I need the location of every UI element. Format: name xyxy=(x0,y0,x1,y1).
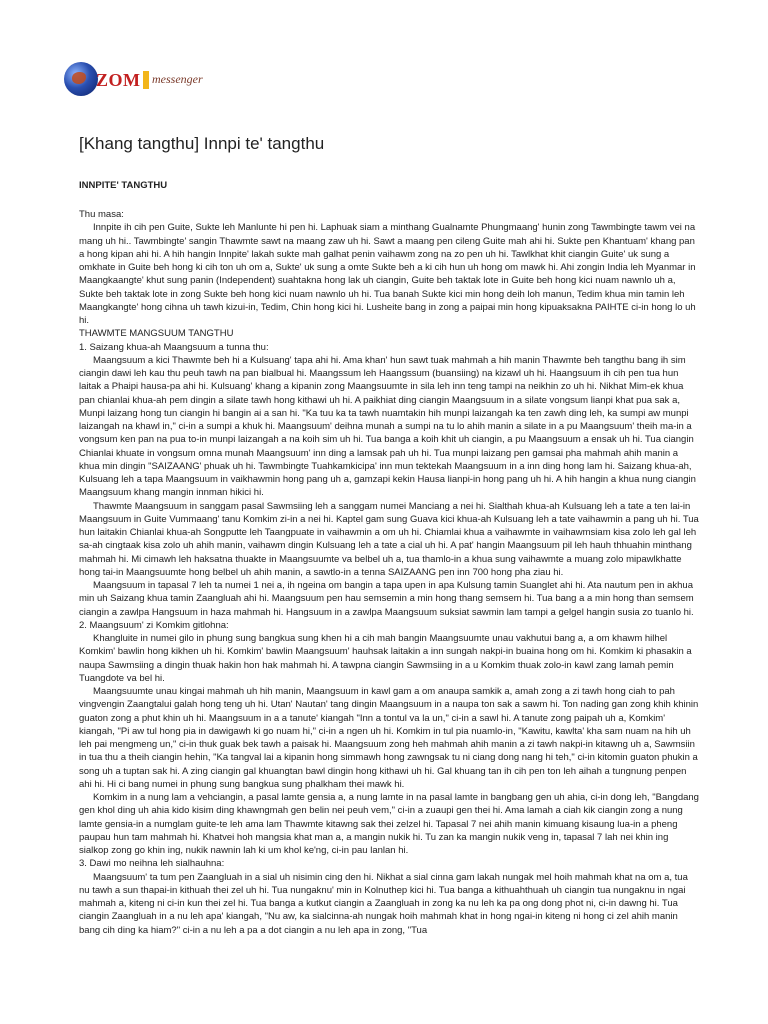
article-paragraph: 1. Saizang khua-ah Maangsuum a tunna thu: xyxy=(79,341,269,353)
article-paragraph: 2. Maangsuum' zi Komkim gitlohna: xyxy=(79,619,229,631)
article-paragraph: Innpite ih cih pen Guite, Sukte leh Manlunte hi pen hi. Laphuak siam a minthang Gualnamte Phungmaang' hunin zong Tawmbingte tawm vei na mang uh hi.. Tawmbingte' sangin Thawmte sawt na maang zaw uh hi. Sawt a maang pen cileng Guite mah ahi hi. Sukte pen Khantuam' khang pan a hong kipan ahi hi. A hih hangin Innpite' lakah sukte mah galhat penin vaihawm zong na zo pen uh hi. Tawlkhat khit ciangin Guite' uk sung a omkhate in Guite beh hong ki cih ton uh om a, Sukte' uk sung a omte Sukte beh a ki cih hun uh hong om mawk hi. Ahi zongin India leh Myanmar in Maangkaangte' khut sung panin (Independent) suahtakna hong lak uh ciangin, Guite beh taktak lote in Guite beh hong kici nuam nawnlo uh a, Sukte beh taktak lote in zong Sukte beh hong kici nuam nawnlo uh hi. Tua banah Sukte kici min hong deih loh manun, Tedim khua min tamin leh Maangkangte' hong cihna uh tawh kizui-in, Tedim, Chin hong kici hi. Lusheite bang in zong a paipai min hong kipuaksakna PAIHTE ci-in hong lo uh hi. xyxy=(79,222,696,326)
article-paragraph: Thawmte Maangsuum in sanggam pasal Sawmsiing leh a sanggam numei Manciang a nei hi. Sialthah khua-ah Kulsuang leh a tate a ten lai-in Maangsuum in Guite Vummaang' tanu Komkim zi-in a nei hi. Kaptel gam sung Guava kici khua-ah Kulsuang leh a tate vaihawmin a pang uh hi. Tua hun laitakin Chianlai khua-ah Songputte leh Taangpuate in vaihawmin a om uh hi. Chiamlai khua a vaihawmte in vaihawmsiam kisa zolo leh gal leh sa-ah cingtaak kisa zolo uh ahih manin, vaihawm dingin Kulsuang leh a tate a cial uh hi. A pat' hangin Maangsuum pil leh hauh thhuahin minthang mahmah hi. Mi cimawh leh haksatna thuakte in Maangsuumte va belbel uh a, tua thamlo-in a khua sung vaihawmte a muang zolo mipawlkhatte hong tai-in Maangsuumte hong belbel uh ahih manin, a sawtlo-in a tenna SAIZAANG pen inn 700 hong pha ziau hi. xyxy=(79,500,699,578)
article-paragraph: Komkim in a nung lam a vehciangin, a pasal lamte gensia a, a nung lamte in na pasal lamte in bangbang gen uh ahia, ci-in dong leh, "Bangdang gen khol ding uh ahia kido kisim ding khawngmah gen belin nei peuh vem," ci-in a zuaupi gen thei hi. Ama lamah a ciah kik ciangin zong a nung lamte gensia-in a numglam guite-te leh ama lam Thawmte kitawng sak thei zelzel hi. Tapasal 7 nei ahih manin kimuang kisaung lua-in a pheng paupau hun tam mahmah hi. Khatvei hoh mangsia khat man a, a mangin nukik hi. Tu zan ka mangin nukik veng in, tapasal 7 lah nei khin ing sialkop zong go khin ing, nukik nawnin lah ki um khol ke'ng, ci-in pau lanlan hi. xyxy=(79,792,699,856)
logo-messenger-text: messenger xyxy=(152,72,203,86)
globe-icon xyxy=(64,62,98,96)
article-body xyxy=(79,208,699,1020)
section-heading: INNPITE' TANGTHU xyxy=(79,180,168,191)
article-paragraph: Maangsuum a kici Thawmte beh hi a Kulsuang' tapa ahi hi. Ama khan' hun sawt tuak mahmah a hih manin Thawmte beh tangthu bang ih sim ciangin dawi leh kau thu peuh tawh na pan bialbual hi. Maangssum leh Haangssum (buansiing) na kizawl uh hi. Haangsuum ih cih pen tua hun laitak a Phaipi hausa-pa ahi hi. Kulsuang' khang a kipanin zong Maangsuumte in sila leh inn teng tampi na neikhin zo uh hi. Nikhat Mim-ek khua pan chianlai khua-ah pem dingin a silate tawh hong kithawi uh hi. A paikhiat ding ciangin Maangsuum in a silate vongsum lianpi khat pua sak a, Munpi laizang hong tun ciangin hi bangin ai a san hi. "Ka tuu ka ta tawh nuamtakin hih munpi laizangah ka ten zawh ding leh, ka sumpi aw munpi laizangah na khawl in," ci-in a sumpi a khuk hi. Maangsuum' deihna munah a sumpi na tu lo ahih manin a silate in a pu Maangsuum' theih ma-in a vongsum ken pan na pua to-in munpi laizangah a na koih sim uh hi. Tua banga a koih khit uh ciangin, a pu Maangsuum a ensak uh hi. Tua ciangin Chianlai khuate in vongsum omna munah Maangsuum' inn ding a lamsak pah uh hi. Tua munpi laizang pen gamsai pha mahmah ahih manin a khua min dingin "SAIZAANG' phuak uh hi. Tawmbingte Tuahkamkicipa' inn mun tektekah Maangsuum in a inn ding hong lam hi. Saizang khua-ah, Kulsuang leh a tapa Maangsuum in vaikhawmin hong pang uh a, gamzapi kekin Hausa lianpi-in hong pang uh hi. A hih hangin a khua nung ciangin Maangsuum khang mangin innman hikici hi. xyxy=(79,354,696,499)
article-paragraph: Maangsuumte unau kingai mahmah uh hih manin, Maangsuum in kawl gam a om anaupa samkik a, amah zong a zi tawh hong ciah to pah vingvengin Zaangtalui galah hong teng uh hi. Utan' Nautan' tang dingin Maangsuum in a naupa ton sak a sawm hi. Ton nading gan zong khih khinin guaton zong a phut khin uh hi. Maangsuum in a a tanute' kiangah "Inn a tontul va la un," ci-in a sawl hi. A tanute zong paipah uh a, Komkim' kiangah, "Pi aw tul hong pia in dawigawh ki go nuam hi," ci-in a ngen uh hi. Komkim in tul pia nuamlo-in, "Kawitu, kawlta' kha sam nuam na hih uh leh pai mengmeng un," ci-in thuk guak bek tawh a paisak hi. Maangsuum zong heh mahmah ahih manin a zi tawh nakpi-in kitawng uh a, Sawmsiin in tua thu a theih ciangin hehin, "Ka tangval lai a kipanin hong simmawh hong zawngsak tu ni ciang dong nang hi teh," ci-in kitomin guaton phukin a song uh a tuptan sak hi. A zing ciangin gal khuangtan bawl dingin hong kithawi uh hi. Gal khuang tan ih cih pen ton leh aihah a tungnung penpen ahi hi. Hi ci bang numei in phung sung bangkua sung phalkham thei mawk hi. xyxy=(79,686,699,790)
zomi-messenger-logo[interactable] xyxy=(64,62,214,102)
article-paragraph: Maangsuum' ta tum pen Zaangluah in a sial uh nisimin cing den hi. Nikhat a sial cinna gam lakah nungak mel hoih mahmah khat na om a, tua nu tawh a sun thapai-in kithuah thei zel uh hi. Tua nungaknu' min in Kolnuthep kici hi. Tua banga a kithuahthuah uh ciangin tua nungaknu in ngai mahmah a, kiteng ni ci-in kun thei zel hi. Tua banga a kutkut ciangin a Zaangluah in zong ka nu leh ka pa ong dong phot ni, ci-in dawng hi. Tua ciangin Zaangluah in a nu leh apa' kiangah, "Nu aw, ka sialcinna-ah nungak hoih mahmah khat in hong ngai-in kiteng ni hong ci zel ahih manin bang cih ding ka hiam?" ci-in a nu leh a pa a dot ciangin a nu leh apa in zong, "Tua xyxy=(79,871,688,936)
page-title: [Khang tangthu] Innpi te' tangthu xyxy=(79,134,325,153)
article-paragraph: Khangluite in numei gilo in phung sung bangkua sung khen hi a cih mah bangin Maangsuumte unau vakhutui bang a, a om khawm hilhel Komkim' bawlin hong kikhen uh hi. Komkim' bawlin Maangsuum' hauhsak laitakin a inn sungah nakpi-in buaina hong om hi. Komkim ki phasakin a naupa Sawmsiing a dingin thuak hakin hon hak mahmah hi. A tawpna ciangin Sawmsiing in a u Komkim thuak zolo-in kawl zang lamah pemin Tuangdote va bel hi. xyxy=(79,633,692,684)
article-paragraph: Thu masa: xyxy=(79,209,124,220)
logo-i-mark xyxy=(143,71,149,89)
article-paragraph: 3. Dawi mo neihna leh sialhauhna: xyxy=(79,858,225,870)
logo-zomi-text: ZOM xyxy=(96,70,141,90)
article-paragraph: Maangsuum in tapasal 7 leh ta numei 1 nei a, ih ngeina om bangin a tapa upen in apa Kulsung tamin Suanglet ahi hi. Ata nautum pen in akhua min uh Saizang khua tamin Zaangluah ahi hi. Maangsuum pen hau semsemin a min hong thang semsem hi. Tua bang a a min hong than semsem ciangin a zawlpa Hangsuum in haza mahmah hi. Hangsuum in a zawlpa Maangsuum suksiat sawmin lam tampi a gelgel hangin susia zo tuanlo hi. xyxy=(79,580,694,618)
article-paragraph: THAWMTE MANGSUUM TANGTHU xyxy=(79,328,234,340)
